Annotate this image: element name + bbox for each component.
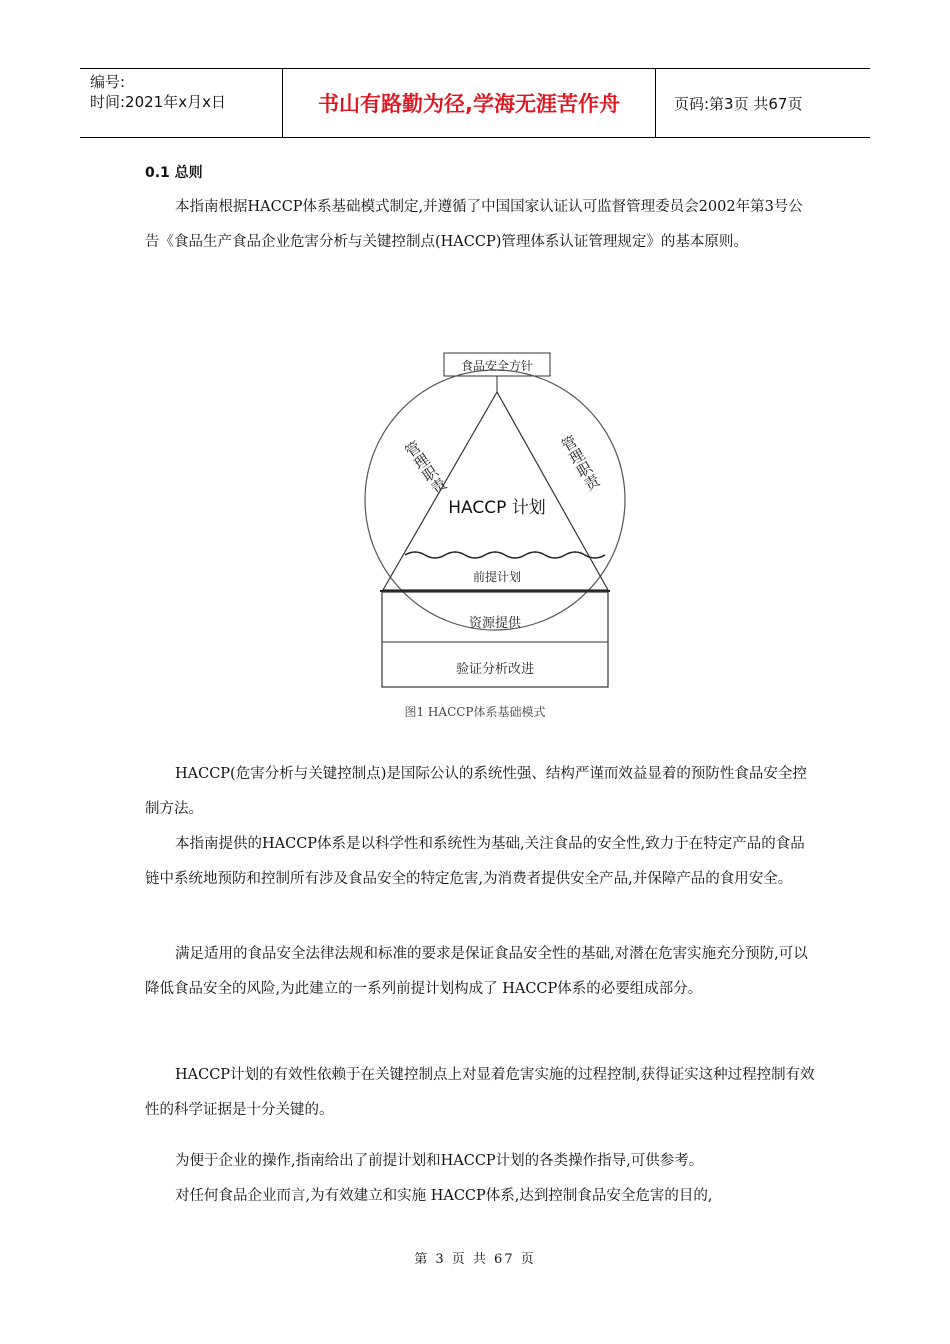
document-number-label: 编号: — [90, 73, 126, 91]
paragraph-1-text: HACCP(危害分析与关键控制点)是国际公认的系统性强、结构严谨而效益显着的预防性食品安全控制方法。 — [145, 766, 807, 817]
header-meta — [80, 69, 282, 137]
paragraph-6 — [145, 1179, 815, 1214]
paragraph-3 — [145, 937, 815, 1007]
section-title: 0.1 总则 — [145, 165, 203, 181]
header-page-info — [664, 69, 870, 137]
paragraph-1 — [145, 757, 815, 827]
page-footer: 第 3 页 共 67 页 — [414, 1252, 536, 1267]
paragraph-2 — [145, 827, 815, 897]
paragraph-intro — [145, 190, 815, 260]
document-date: 时间:2021年x月x日 — [90, 93, 226, 111]
page-header — [80, 68, 870, 138]
paragraph-intro-text: 本指南根据HACCP体系基础模式制定,并遵循了中国国家认证认可监督管理委员会2002年第3号公告《食品生产食品企业危害分析与关键控制点(HACCP)管理体系认证管理规定》的基本原则。 — [145, 199, 803, 250]
resources-label: 资源提供 — [468, 616, 522, 631]
haccp-model-diagram — [340, 345, 640, 695]
paragraph-2-text: 本指南提供的HACCP体系是以科学性和系统性为基础,关注食品的安全性,致力于在特定产品的食品链中系统地预防和控制所有涉及食品安全的特定危害,为消费者提供安全产品,并保障产品的食用安全。 — [145, 836, 805, 887]
prerequisite-boundary-wave — [405, 552, 605, 558]
paragraph-5 — [145, 1144, 815, 1179]
paragraph-6-text: 对任何食品企业而言,为有效建立和实施 HACCP体系,达到控制食品安全危害的目的, — [175, 1188, 713, 1204]
management-responsibility-right: 管理职责 — [557, 432, 603, 494]
haccp-plan-label: HACCP 计划 — [448, 498, 546, 518]
paragraph-5-text: 为便于企业的操作,指南给出了前提计划和HACCP计划的各类操作指导,可供参考。 — [175, 1153, 704, 1169]
paragraph-3-text: 满足适用的食品安全法律法规和标准的要求是保证食品安全性的基础,对潜在危害实施充分预防,可以降低食品安全的风险,为此建立的一系列前提计划构成了 HACCP体系的必要组成部分。 — [145, 946, 808, 997]
policy-box-label: 食品安全方针 — [460, 359, 534, 373]
haccp-triangle — [383, 392, 608, 590]
verification-label: 验证分析改进 — [455, 662, 535, 677]
management-responsibility-left: 管理职责 — [400, 437, 450, 498]
paragraph-4-text: HACCP计划的有效性依赖于在关键控制点上对显着危害实施的过程控制,获得证实这种过程控制有效性的科学证据是十分关键的。 — [145, 1067, 815, 1118]
prerequisite-label: 前提计划 — [472, 570, 522, 584]
page-info-text: 页码:第3页 共67页 — [674, 94, 803, 113]
figure-caption: 图1 HACCP体系基础模式 — [404, 705, 546, 719]
paragraph-4 — [145, 1058, 815, 1128]
header-motto: 书山有路勤为径,学海无涯苦作舟 — [282, 69, 656, 137]
